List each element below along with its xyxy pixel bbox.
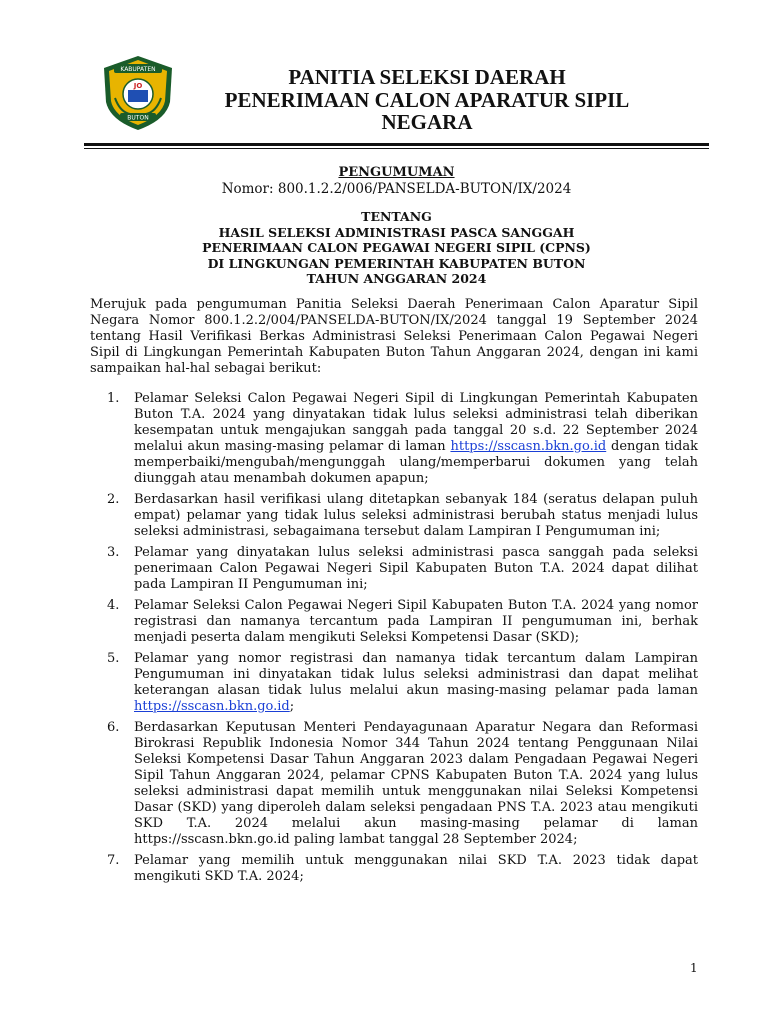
subject-line: PENERIMAAN CALON PEGAWAI NEGERI SIPIL (CPNS) [202, 240, 591, 255]
letterhead-divider-thin [84, 148, 709, 149]
kabupaten-buton-emblem-icon [100, 52, 176, 132]
page-number: 1 [690, 961, 698, 975]
item-text: Pelamar yang nomor registrasi dan namanya tidak tercantum dalam Lampiran Pengumuman ini dinyatakan tidak lulus seleksi administrasi dan dapat melihat keterangan alasan tidak lulus melalui akun masing-masing pelamar pada laman [134, 651, 698, 698]
item-text: ; [289, 699, 295, 714]
announcement-number: Nomor: 800.1.2.2/006/PANSELDA-BUTON/IX/2024 [221, 181, 572, 197]
item-number: 4. [107, 598, 120, 613]
subject-line: TENTANG [361, 209, 432, 224]
item-text: dengan tidak memperbaiki/mengubah/mengunggah ulang/memperbarui dokumen yang telah diunggah atau menambah dokumen apapun; [134, 439, 698, 486]
letterhead [100, 52, 660, 135]
item-number: 5. [107, 651, 120, 666]
item-text: Pelamar Seleksi Calon Pegawai Negeri Sipil Kabupaten Buton T.A. 2024 yang nomor registrasi dan namanya tercantum pada Lampiran II pengumuman ini, berhak menjadi peserta dalam mengikuti Seleksi Kompetensi Dasar (SKD); [134, 598, 698, 645]
sscasn-link[interactable]: https://sscasn.bkn.go.id [134, 699, 290, 714]
list-item [107, 598, 698, 646]
list-item [107, 853, 698, 885]
list-item [107, 651, 698, 715]
svg-text:JO: JO [133, 82, 143, 90]
item-text: Pelamar Seleksi Calon Pegawai Negeri Sipil di Lingkungan Pemerintah Kabupaten Buton T.A. 2024 yang dinyatakan tidak lulus seleksi administrasi telah diberikan kesempatan untuk mengajukan sanggah pada tanggal 20 s.d. 22 September 2024 melalui akun masing-masing pelamar di laman [134, 391, 698, 454]
item-number: 3. [107, 545, 120, 560]
item-text: Pelamar yang dinyatakan lulus seleksi administrasi pasca sanggah pada seleksi penerimaan Calon Pegawai Negeri Sipil Kabupaten Buton T.A. 2024 dapat dilihat pada Lampiran II Pengumuman ini; [134, 545, 698, 592]
item-number: 2. [107, 492, 120, 507]
svg-text:BUTON: BUTON [127, 114, 149, 122]
subject-line: HASIL SELEKSI ADMINISTRASI PASCA SANGGAH [218, 224, 575, 240]
list-item [107, 720, 698, 848]
sscasn-link[interactable]: https://sscasn.bkn.go.id [450, 439, 607, 454]
list-item [107, 492, 698, 540]
item-number: 1. [107, 391, 120, 406]
item-number: 7. [107, 853, 120, 868]
letterhead-divider-thick [84, 143, 709, 146]
intro-paragraph: Merujuk pada pengumuman Panitia Seleksi Daerah Penerimaan Calon Aparatur Sipil Negara Nomor 800.1.2.2/004/PANSELDA-BUTON/IX/2024 tanggal 19 September 2024 tentang Hasil Verifikasi Berkas Administrasi Seleksi Penerimaan Calon Pegawai Negeri Sipil di Lingkungan Pemerintah Kabupaten Buton Tahun Anggaran 2024, dengan ini kami sampaikan hal-hal sebagai berikut: [90, 297, 698, 376]
org-line-1: PANITIA SELEKSI DAERAH [288, 65, 566, 89]
subject-line: TAHUN ANGGARAN 2024 [306, 271, 487, 286]
organization-title [192, 66, 662, 134]
announcement-items [107, 391, 698, 890]
subject-line: DI LINGKUNGAN PEMERINTAH KABUPATEN BUTON [207, 255, 586, 271]
item-text: Berdasarkan hasil verifikasi ulang ditetapkan sebanyak 184 (seratus delapan puluh empat) pelamar yang tidak lulus seleksi administrasi berubah status menjadi lulus seleksi administrasi, sebagaimana tersebut dalam Lampiran I Pengumuman ini; [134, 492, 698, 539]
item-text: Berdasarkan Keputusan Menteri Pendayagunaan Aparatur Negara dan Reformasi Birokrasi Republik Indonesia Nomor 344 Tahun 2024 tentang Penggunaan Nilai Seleksi Kompetensi Dasar Tahun Anggaran 2023 dalam Pengadaan Pegawai Negeri Sipil Tahun Anggaran 2024, pelamar CPNS Kabupaten Buton T.A. 2024 yang lulus seleksi administrasi dapat memilih untuk menggunakan nilai Seleksi Kompetensi Dasar (SKD) yang diperoleh dalam seleksi pengadaan PNS T.A. 2023 atau mengikuti SKD T.A. 2024 melalui akun masing-masing pelamar di laman https://sscasn.bkn.go.id paling lambat tanggal 28 September 2024; [134, 720, 698, 847]
svg-text:KABUPATEN: KABUPATEN [120, 66, 156, 73]
announcement-title: PENGUMUMAN [338, 165, 455, 180]
list-item [107, 391, 698, 487]
org-line-2: PENERIMAAN CALON APARATUR SIPIL NEGARA [224, 87, 630, 135]
list-item [107, 545, 698, 593]
announcement-subject [84, 209, 709, 287]
item-number: 6. [107, 720, 120, 735]
item-text: Pelamar yang memilih untuk menggunakan nilai SKD T.A. 2023 tidak dapat mengikuti SKD T.A. 2024; [134, 853, 698, 884]
